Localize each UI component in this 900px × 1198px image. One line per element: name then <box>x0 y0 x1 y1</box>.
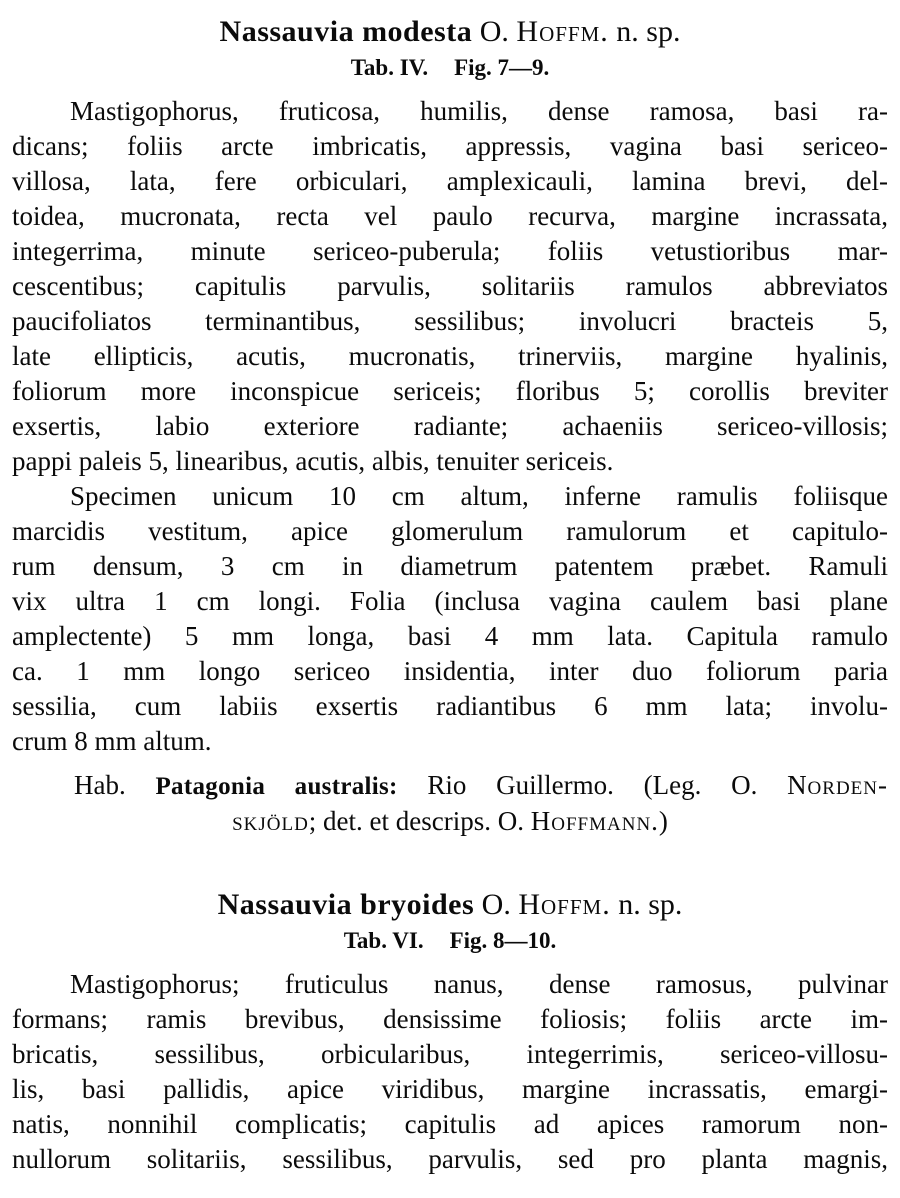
text-line: integerrima, minute sericeo-puberula; foliis vetustioribus mar- <box>12 236 888 266</box>
collector-name: Norden- <box>787 770 888 800</box>
text-line: toidea, mucronata, recta vel paulo recurva, margine incrassata, <box>12 201 888 231</box>
text-line: nullorum solitariis, sessilibus, parvulis, sed pro planta magnis, <box>12 1144 888 1174</box>
heading-suffix: n. sp. <box>608 15 681 48</box>
description-paragraph <box>12 94 888 479</box>
text-line: paucifoliatos terminantibus, sessilibus; involucri bracteis 5, <box>12 306 888 336</box>
close-paren: ) <box>658 806 668 836</box>
habitat-label: Hab. <box>74 770 156 800</box>
text-line: vix ultra 1 cm longi. Folia (inclusa vagina caulem basi plane <box>12 586 888 616</box>
collector-name-continued: skjöld <box>232 806 309 836</box>
text-line: late ellipticis, acutis, mucronatis, trinerviis, margine hyalinis, <box>12 341 888 371</box>
determiner-text: ; det. et descrips. O. <box>308 806 531 836</box>
text-line: sessilia, cum labiis exsertis radiantibus 6 mm lata; involu- <box>12 691 888 721</box>
description-paragraph <box>12 967 888 1177</box>
author-pre: O. <box>472 15 517 48</box>
text-line: Mastigophorus, fruticosa, humilis, dense ramosa, basi ra- <box>70 96 888 126</box>
section-nassauvia-modesta <box>12 12 888 839</box>
text-line: natis, nonnihil complicatis; capitulis ad apices ramorum non- <box>12 1109 888 1139</box>
habitat-line <box>12 803 888 839</box>
species-heading <box>12 12 888 52</box>
author-abbrev: Hoffm. <box>518 888 611 921</box>
tab-ref: Tab. IV. <box>350 55 429 80</box>
text-line: dicans; foliis arcte imbricatis, appressis, vagina basi sericeo- <box>12 131 888 161</box>
text-line: pappi paleis 5, linearibus, acutis, albis, tenuiter sericeis. <box>12 446 614 476</box>
fig-ref: Fig. 8—10. <box>449 928 557 953</box>
tab-fig-caption <box>12 925 888 957</box>
section-nassauvia-bryoides <box>12 885 888 1177</box>
text-line: Specimen unicum 10 cm altum, inferne ramulis foliisque <box>70 481 888 511</box>
text-line: marcidis vestitum, apice glomerulum ramulorum et capitulo- <box>12 516 888 546</box>
tab-fig-caption <box>12 52 888 84</box>
locality-text: Rio Guillermo. (Leg. O. <box>397 770 788 800</box>
tab-ref: Tab. VI. <box>343 928 424 953</box>
species-heading <box>12 885 888 925</box>
text-line: foliorum more inconspicue sericeis; floribus 5; corollis breviter <box>12 376 888 406</box>
text-line: exsertis, labio exteriore radiante; achaeniis sericeo-villosis; <box>12 411 888 441</box>
author-pre: O. <box>474 888 519 921</box>
species-name: Nassauvia modesta <box>219 15 473 48</box>
region-name: Patagonia australis: <box>155 773 398 800</box>
text-line: amplectente) 5 mm longa, basi 4 mm lata. Capitula ramulo <box>12 621 888 651</box>
text-line: cescentibus; capitulis parvulis, solitariis ramulos abbreviatos <box>12 271 888 301</box>
author-abbrev: Hoffm. <box>516 15 609 48</box>
text-line: crum 8 mm altum. <box>12 726 212 756</box>
habitat-line <box>12 767 888 803</box>
text-line: rum densum, 3 cm in diametrum patentem præbet. Ramuli <box>12 551 888 581</box>
species-name: Nassauvia bryoides <box>217 888 475 921</box>
text-line: Mastigophorus; fruticulus nanus, dense ramosus, pulvinar <box>70 969 888 999</box>
text-line: formans; ramis brevibus, densissime foliosis; foliis arcte im- <box>12 1004 888 1034</box>
text-line: villosa, lata, fere orbiculari, amplexicauli, lamina brevi, del- <box>12 166 888 196</box>
determiner-name: Hoffmann. <box>530 806 659 836</box>
habitat-block <box>12 767 888 839</box>
measurement-paragraph <box>12 479 888 759</box>
text-line: bricatis, sessilibus, orbicularibus, integerrimis, sericeo-villosu- <box>12 1039 888 1069</box>
fig-ref: Fig. 7—9. <box>454 55 550 80</box>
text-line: ca. 1 mm longo sericeo insidentia, inter duo foliorum paria <box>12 656 888 686</box>
text-line: lis, basi pallidis, apice viridibus, margine incrassatis, emargi- <box>12 1074 888 1104</box>
heading-suffix: n. sp. <box>610 888 683 921</box>
